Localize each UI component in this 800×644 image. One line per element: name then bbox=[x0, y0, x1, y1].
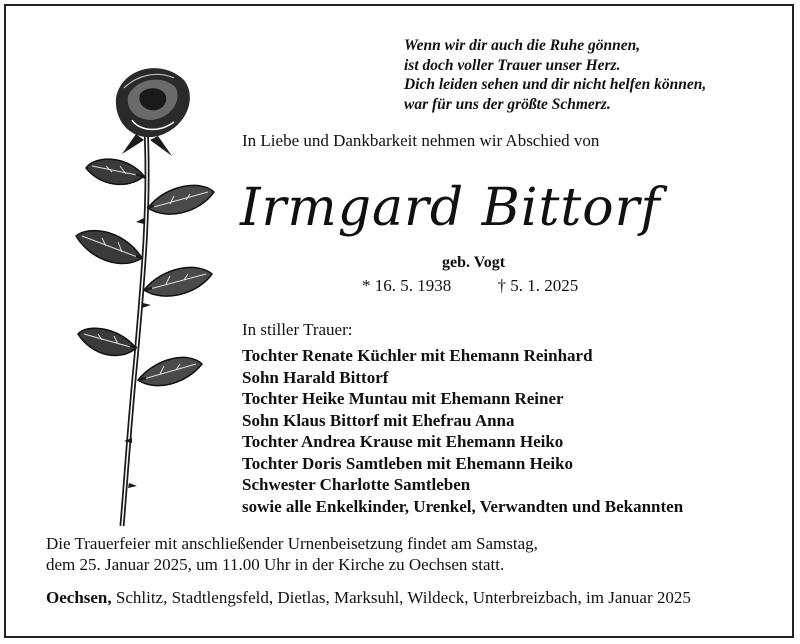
death-date: † 5. 1. 2025 bbox=[497, 276, 579, 295]
poem bbox=[404, 36, 706, 114]
place-others: Schlitz, Stadtlengsfeld, Dietlas, Marksuhl, Wildeck, Unterbreizbach, im Januar 2025 bbox=[111, 588, 691, 607]
list-item: Schwester Charlotte Samtleben bbox=[242, 475, 471, 494]
maiden-name: geb. Vogt bbox=[442, 254, 506, 271]
deceased-name: Irmgard Bittorf bbox=[240, 178, 661, 238]
list-item: Tochter Andrea Krause mit Ehemann Heiko bbox=[242, 432, 564, 451]
list-item: Sohn Klaus Bittorf mit Ehefrau Anna bbox=[242, 410, 515, 430]
intro-text: In Liebe und Dankbarkeit nehmen wir Abschied von bbox=[242, 131, 600, 150]
service-line: Die Trauerfeier mit anschließender Urnenbeisetzung findet am Samstag, bbox=[46, 534, 538, 553]
poem-line: Dich leiden sehen und dir nicht helfen können, bbox=[404, 76, 707, 93]
poem-line: ist doch voller Trauer unser Herz. bbox=[404, 56, 621, 74]
list-item: Tochter Doris Samtleben mit Ehemann Heiko bbox=[242, 453, 574, 473]
mourners-label: In stiller Trauer: bbox=[242, 320, 353, 339]
place-primary: Oechsen, bbox=[46, 588, 112, 607]
poem-line: war für uns der größte Schmerz. bbox=[404, 95, 611, 113]
service-info bbox=[46, 533, 538, 575]
list-item: sowie alle Enkelkinder, Urenkel, Verwandten und Bekannten bbox=[242, 496, 684, 516]
places-line bbox=[46, 588, 691, 608]
rose-icon bbox=[66, 58, 236, 528]
birth-date: * 16. 5. 1938 bbox=[362, 276, 452, 295]
poem-line: Wenn wir dir auch die Ruhe gönnen, bbox=[404, 37, 641, 54]
list-item: Sohn Harald Bittorf bbox=[242, 367, 389, 387]
life-dates bbox=[362, 276, 578, 296]
service-line: dem 25. Januar 2025, um 11.00 Uhr in der Kirche zu Oechsen statt. bbox=[46, 555, 505, 574]
list-item: Tochter Renate Küchler mit Ehemann Reinhard bbox=[242, 346, 593, 365]
mourners-list bbox=[242, 345, 683, 517]
list-item: Tochter Heike Muntau mit Ehemann Reiner bbox=[242, 389, 564, 408]
